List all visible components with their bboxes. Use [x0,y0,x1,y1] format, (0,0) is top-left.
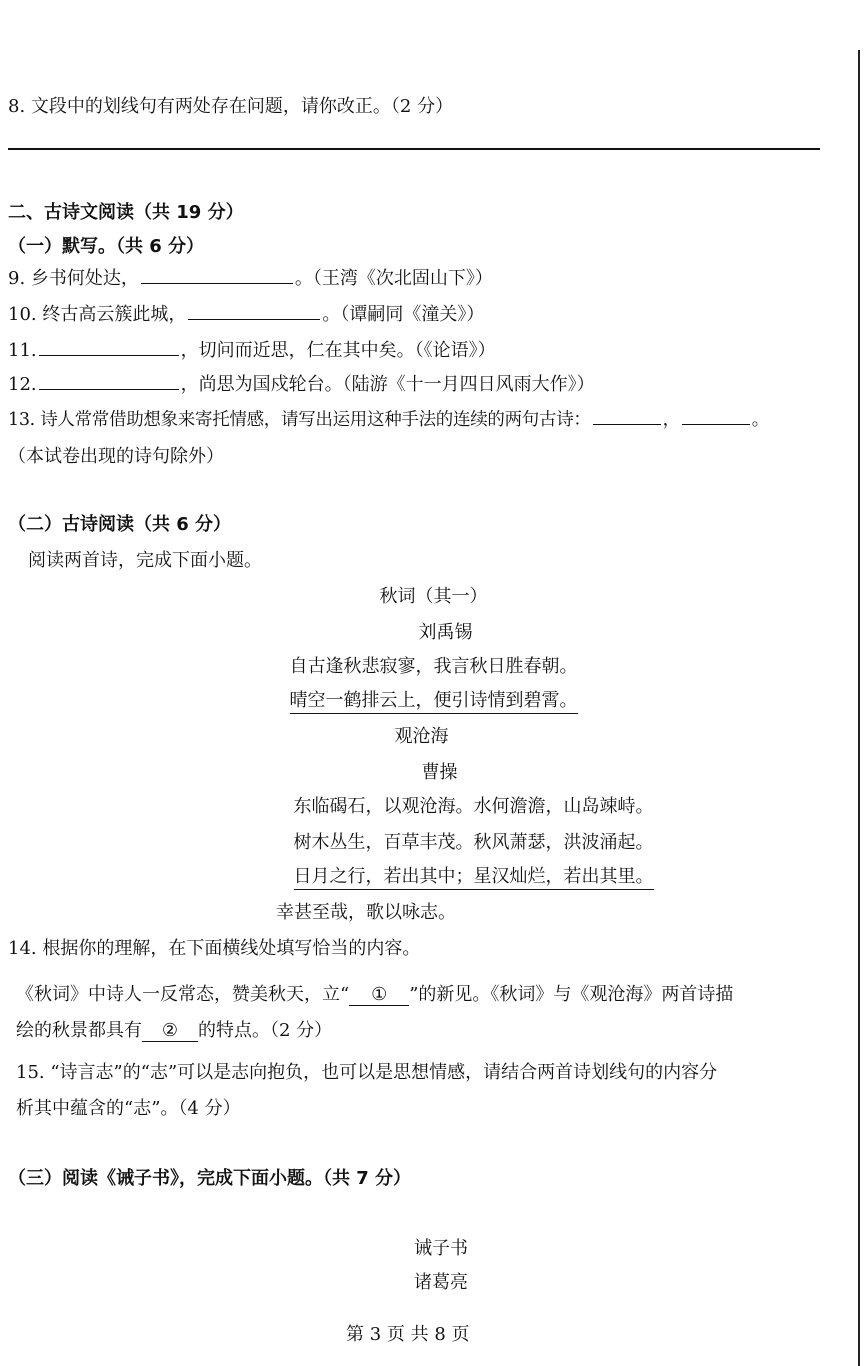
question-10-source: 。（谭嗣同《潼关》） [322,304,485,325]
question-13-end: 。 [751,410,769,430]
question-14-line-2 [16,1016,332,1042]
answer-blank-14-1[interactable]: ① [349,984,409,1006]
question-14-text-c: 绘的秋景都具有 [16,1020,142,1041]
question-9-text: 9. 乡书何处达， [8,268,139,289]
answer-blank-9[interactable] [141,265,293,284]
question-10 [8,300,484,326]
question-12-num: 12. [8,374,37,395]
poem-2-line-2: 树木丛生，百草丰茂。秋风萧瑟，洪波涌起。 [293,832,654,853]
question-13-comma: ， [662,410,680,430]
question-12 [8,370,595,396]
poem-1-line-2 [0,686,867,712]
question-11-num: 11. [8,340,37,361]
poem-1-author: 刘禹锡 [418,622,473,643]
question-11 [8,336,496,362]
poem-2-author: 曹操 [421,762,458,783]
poem-1-underlined-line: 晴空一鹤排云上，便引诗情到碧霄。 [290,690,578,714]
question-14-text-b: ”的新见。《秋词》与《观沧海》两首诗描 [409,984,734,1005]
answer-blank-10[interactable] [188,301,320,320]
answer-blank-13a[interactable] [593,406,661,425]
question-13-note: （本试卷出现的诗句除外） [8,446,224,467]
part-3-title: （三）阅读《诫子书》，完成下面小题。（共 7 分） [8,1168,412,1189]
question-14-text-a: 《秋词》中诗人一反常态，赞美秋天，立“ [16,984,350,1005]
part-2-title: （二）古诗阅读（共 6 分） [8,514,232,535]
question-9-source: 。（王湾《次北固山下》） [294,268,493,289]
question-14: 14. 根据你的理解，在下面横线处填写恰当的内容。 [8,938,421,959]
answer-line-8[interactable] [8,148,820,150]
poem-3-title: 诫子书 [414,1238,468,1259]
poem-2-title: 观沧海 [394,726,449,747]
answer-blank-14-2[interactable]: ② [142,1020,198,1042]
poem-2-underlined-line: 日月之行，若出其中；星汉灿烂，若出其里。 [294,866,654,890]
poem-2-line-1: 东临碣石，以观沧海。水何澹澹，山岛竦峙。 [293,796,654,817]
question-8: 8. 文段中的划线句有两处存在问题，请你改正。（2 分） [8,96,454,117]
part-1-title: （一）默写。（共 6 分） [8,236,205,257]
question-13-text: 13. 诗人常常借助想象来寄托情感，请写出运用这种手法的连续的两句古诗： [8,410,591,430]
question-15-line-1: 15. “诗言志”的“志”可以是志向抱负，也可以是思想情感，请结合两首诗划线句的内容分 [16,1062,718,1083]
page-footer: 第 3 页 共 8 页 [346,1324,470,1345]
answer-blank-12[interactable] [39,371,179,390]
answer-blank-11[interactable] [39,337,179,356]
part-2-intro: 阅读两首诗，完成下面小题。 [28,550,262,571]
question-13 [8,406,769,431]
answer-blank-13b[interactable] [682,406,750,425]
question-12-text: ，尚思为国戍轮台。（陆游《十一月四日风雨大作》） [180,374,595,395]
question-14-line-1 [16,980,733,1006]
section-2-title: 二、古诗文阅读（共 19 分） [8,202,244,223]
question-14-text-d: 的特点。（2 分） [198,1020,333,1041]
poem-1-title: 秋词（其一） [379,586,488,607]
question-9 [8,264,493,290]
poem-2-line-3 [40,862,867,888]
poem-2-line-4: 幸甚至哉，歌以咏志。 [276,902,456,923]
question-15-line-2: 析其中蕴含的“志”。（4 分） [16,1098,241,1119]
question-11-text: ，切问而近思，仁在其中矣。（《论语》） [180,340,496,361]
question-10-text: 10. 终古高云簇此城， [8,304,187,325]
poem-1-line-1: 自古逢秋悲寂寥，我言秋日胜春朝。 [289,656,578,677]
poem-3-author: 诸葛亮 [414,1272,468,1293]
